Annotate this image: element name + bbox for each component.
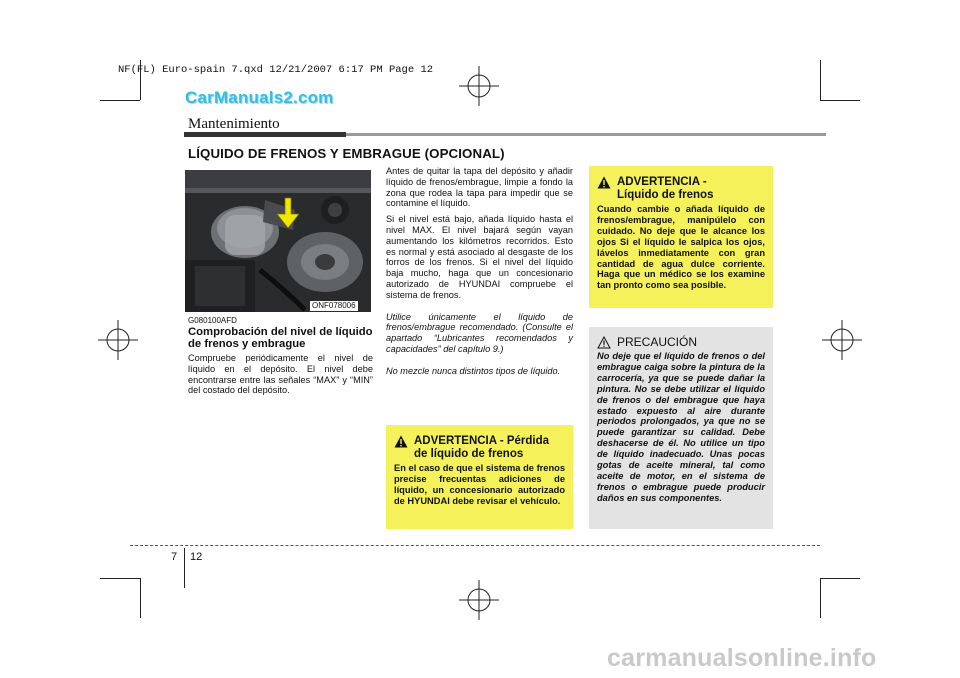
header-rule-accent — [184, 132, 346, 137]
caution-icon — [597, 336, 611, 349]
warning-text: En el caso de que el sistema de frenos precise frecuentas adiciones de líquido, un concesionario autorizado de HYUNDAI debe revisar el vehículo. — [394, 463, 565, 506]
crop-mark — [820, 100, 860, 101]
warning-heading-line: de líquido de frenos — [414, 447, 524, 460]
section-subheading: Comprobación del nivel de líquido de frenos y embrague — [188, 326, 373, 350]
paragraph: No mezcle nunca distintos tipos de líquido. — [386, 365, 561, 376]
text-column — [386, 166, 573, 382]
warning-heading-line: Líquido de frenos — [617, 188, 714, 201]
page-number: 12 — [190, 551, 203, 563]
registration-mark-icon — [459, 66, 499, 106]
watermark: carmanualsonline.info — [607, 644, 877, 672]
warning-text: Cuando cambie o añada líquido de frenos/embrague, manipúlelo con cuidado. No deje que le alcance los ojos Si el líquido le salpica los ojos, lávelos inmediatamente con gran cantidad de agua dulce corriente. Haga que un médico se los examine tan pronto como sea posible. — [597, 204, 765, 291]
chapter-number: 7 — [171, 551, 178, 563]
crop-mark — [140, 578, 141, 618]
registration-mark-icon — [822, 320, 862, 360]
caution-heading-text: PRECAUCIÓN — [617, 335, 698, 349]
registration-mark-icon — [459, 580, 499, 620]
paragraph: Si el nivel está bajo, añada líquido hasta el nivel MAX. El nivel bajará según vayan aumentando los kilómetros recorridos. Esto es normal y está asociado al desgaste de los forros de los frenos. Si el nivel del líquido baja mucho, haga que un concesionario autorizado de HYUNDAI compruebe el sistema de frenos. — [386, 214, 573, 300]
warning-box — [589, 166, 773, 308]
paragraph: Antes de quitar la tapa del depósito y añadir líquido de frenos/embrague, limpie a fondo la zona que rodea la tapa para impedir que se contamine el líquido. — [386, 166, 573, 209]
print-slug: NF(FL) Euro-spain 7.qxd 12/21/2007 6:17 PM Page 12 — [118, 64, 434, 76]
caution-box — [589, 327, 773, 529]
section-name: Mantenimiento — [188, 116, 280, 132]
warning-heading-line: ADVERTENCIA - — [617, 176, 707, 188]
footer-rule — [130, 545, 820, 546]
engine-bay-photo — [185, 170, 371, 312]
crop-mark — [820, 578, 821, 618]
paragraph: Compruebe periódicamente el nivel de líquido en el depósito. El nivel debe encontrarse entre las señales “MAX” y “MIN” del costado del depósito. — [188, 353, 373, 396]
warning-heading — [394, 425, 565, 460]
warning-icon — [597, 176, 611, 189]
caution-text: No deje que el líquido de frenos o del embrague caiga sobre la pintura de la carrocería, ya que se puede dañar la pintura. No se debe utilizar el líquido de frenos o del embrague que haya estado expuesto al aire durante periodos prolongados, ya que no se puede garantizar su calidad. Debe deshacerse de él. No utilice un tipo de líquido inadecuado. Unas pocas gotas de aceite mineral, tal como aceite de motor, en el sistema de frenos o embrague puede producir daños en sus componentes. — [597, 351, 765, 503]
registration-mark-icon — [98, 320, 138, 360]
warning-heading — [597, 166, 765, 201]
crop-mark — [820, 60, 821, 100]
paragraph: Utilice únicamente el líquido de frenos/embrague recomendado. (Consulte el apartado “Lubricantes recomendados y capacidades” del capítulo 9.) — [386, 311, 573, 354]
crop-mark — [820, 578, 860, 579]
warning-heading-line: ADVERTENCIA - Pérdida — [414, 435, 550, 447]
reference-code: G080100AFD — [188, 316, 237, 325]
page-title: LÍQUIDO DE FRENOS Y EMBRAGUE (OPCIONAL) — [188, 146, 505, 161]
warning-icon — [394, 435, 408, 448]
photo-caption: ONF078006 — [312, 301, 356, 310]
footer-separator — [184, 548, 185, 588]
warning-box — [386, 425, 573, 529]
site-logo[interactable]: CarManuals2.com — [185, 88, 334, 107]
caution-heading — [597, 327, 765, 349]
crop-mark — [100, 100, 140, 101]
crop-mark — [100, 578, 140, 579]
